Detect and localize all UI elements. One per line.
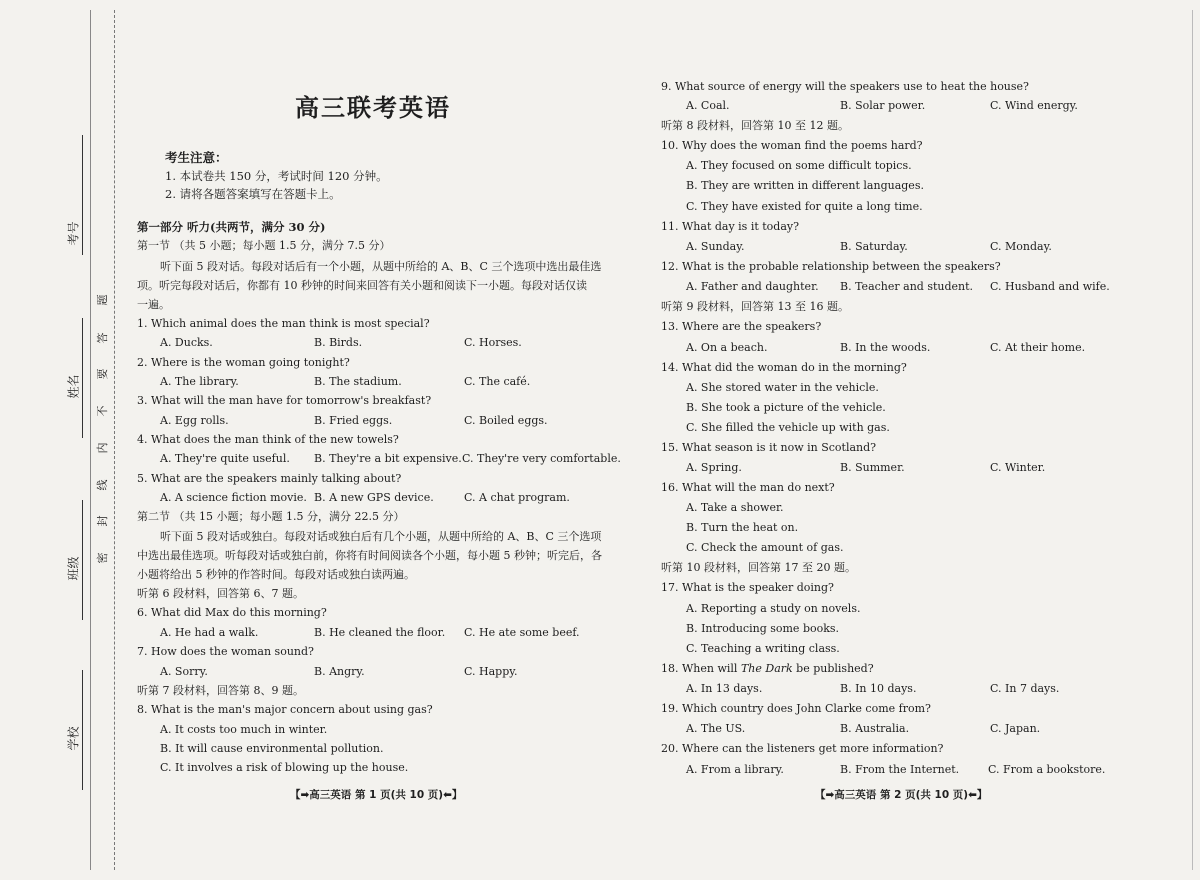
option-c: C. The café. (464, 375, 531, 388)
option-c: C. It involves a risk of blowing up the house. (160, 761, 409, 774)
seal-char: 要 (96, 368, 109, 380)
question-stem: 9. What source of energy will the speakers use to heat the house? (661, 80, 1029, 93)
option-a: A. The US. (686, 722, 746, 735)
seal-line (114, 10, 115, 870)
option-a: A. Ducks. (160, 336, 213, 349)
page-title: 高三联考英语 (295, 94, 451, 122)
margin-line (90, 10, 91, 870)
section1-instruction: 听下面 5 段对话。每段对话后有一个小题，从题中所给的 A、B、C 三个选项中选出最佳选 (160, 260, 602, 273)
material-heading: 听第 8 段材料，回答第 10 至 12 题。 (661, 119, 849, 132)
school-label: 学校 (66, 726, 81, 751)
question-stem (661, 661, 874, 677)
option-c: C. A chat program. (464, 491, 570, 504)
option-c: C. Monday. (990, 240, 1052, 253)
question-stem: 17. What is the speaker doing? (661, 581, 834, 594)
page-edge (1192, 10, 1193, 870)
question-stem: 15. What season is it now in Scotland? (661, 441, 877, 454)
option-c: C. Japan. (990, 722, 1041, 735)
option-c: C. She filled the vehicle up with gas. (686, 421, 890, 434)
option-a: A. Reporting a study on novels. (686, 602, 861, 615)
option-b: B. In 10 days. (840, 682, 917, 695)
option-b: B. Solar power. (840, 99, 926, 112)
option-a: A. He had a walk. (160, 626, 259, 639)
option-c: C. They have existed for quite a long time. (686, 200, 923, 213)
field-line (82, 135, 83, 255)
option-b: B. Saturday. (840, 240, 908, 253)
section2-instruction: 中选出最佳选项。听每段对话或独白前，你将有时间阅读各个小题，每小题 5 秒钟；听完后，各 (137, 549, 602, 562)
question-stem: 12. What is the probable relationship between the speakers? (661, 260, 1001, 273)
seal-char: 内 (96, 442, 109, 454)
option-b: B. Summer. (840, 461, 905, 474)
seal-char: 密 (96, 552, 109, 564)
option-a: A. The library. (160, 375, 239, 388)
section2-instruction: 小题将给出 5 秒钟的作答时间。每段对话或独白读两遍。 (137, 568, 415, 581)
option-c: C. Teaching a writing class. (686, 642, 840, 655)
option-b: B. Birds. (314, 336, 363, 349)
material-heading: 听第 7 段材料，回答第 8、9 题。 (137, 684, 304, 697)
seal-char: 封 (96, 515, 109, 527)
option-a: A. Sunday. (686, 240, 745, 253)
notice-item: 2. 请将各题答案填写在答题卡上。 (165, 187, 341, 201)
part1-heading: 第一部分 听力(共两节，满分 30 分) (137, 220, 326, 234)
section1-instruction: 一遍。 (137, 298, 170, 311)
question-stem: 14. What did the woman do in the morning? (661, 361, 907, 374)
question-stem: 7. How does the woman sound? (137, 645, 314, 658)
question-stem: 13. Where are the speakers? (661, 320, 822, 333)
field-line (82, 318, 83, 438)
notice-item: 1. 本试卷共 150 分，考试时间 120 分钟。 (165, 169, 388, 183)
option-b: B. Turn the heat on. (686, 521, 799, 534)
question-stem: 10. Why does the woman find the poems hard? (661, 139, 923, 152)
option-a: A. Spring. (686, 461, 742, 474)
section2-heading: 第二节 （共 15 小题；每小题 1.5 分，满分 22.5 分） (137, 510, 405, 523)
option-b: B. It will cause environmental pollution. (160, 742, 384, 755)
question-stem: 20. Where can the listeners get more information? (661, 742, 944, 755)
seal-char: 不 (96, 405, 109, 417)
option-a: A. They're quite useful. (160, 452, 290, 465)
option-a: A. On a beach. (686, 341, 768, 354)
option-c: C. He ate some beef. (464, 626, 580, 639)
notice-heading: 考生注意： (165, 150, 228, 165)
option-c: C. At their home. (990, 341, 1086, 354)
option-b: B. He cleaned the floor. (314, 626, 446, 639)
option-a: A. In 13 days. (686, 682, 763, 695)
seal-char: 题 (96, 294, 109, 306)
section1-instruction: 项。听完每段对话后，你都有 10 秒钟的时间来回答有关小题和阅读下一小题。每段对话仅读 (137, 279, 587, 292)
question-text: be published? (792, 662, 874, 675)
option-c: C. Winter. (990, 461, 1046, 474)
option-c: C. Husband and wife. (990, 280, 1110, 293)
question-stem: 1. Which animal does the man think is most special? (137, 317, 430, 330)
question-stem: 5. What are the speakers mainly talking about? (137, 472, 402, 485)
question-stem: 4. What does the man think of the new towels? (137, 433, 399, 446)
option-a: A. Egg rolls. (160, 414, 229, 427)
option-c: C. Horses. (464, 336, 522, 349)
option-c: C. From a bookstore. (988, 763, 1106, 776)
option-a: A. They focused on some difficult topics. (686, 159, 912, 172)
question-stem: 3. What will the man have for tomorrow's breakfast? (137, 394, 432, 407)
name-label: 姓名 (66, 374, 81, 399)
material-heading: 听第 10 段材料，回答第 17 至 20 题。 (661, 561, 856, 574)
class-label: 班级 (66, 556, 81, 581)
seal-char: 答 (96, 332, 109, 344)
question-stem: 2. Where is the woman going tonight? (137, 356, 350, 369)
material-heading: 听第 6 段材料，回答第 6、7 题。 (137, 587, 304, 600)
section1-heading: 第一节 （共 5 小题；每小题 1.5 分，满分 7.5 分） (137, 239, 391, 252)
material-heading: 听第 9 段材料，回答第 13 至 16 题。 (661, 300, 849, 313)
option-c: C. They're very comfortable. (462, 452, 621, 465)
book-title: The Dark (740, 662, 793, 675)
option-b: B. Fried eggs. (314, 414, 393, 427)
option-a: A. A science fiction movie. (160, 491, 307, 504)
option-b: B. They're a bit expensive. (314, 452, 462, 465)
section2-instruction: 听下面 5 段对话或独白。每段对话或独白后有几个小题，从题中所给的 A、B、C 三个选项 (160, 530, 602, 543)
option-c: C. Check the amount of gas. (686, 541, 844, 554)
option-a: A. It costs too much in winter. (160, 723, 328, 736)
option-b: B. Introducing some books. (686, 622, 840, 635)
option-c: C. In 7 days. (990, 682, 1060, 695)
page-footer-left: 【➡高三英语 第 1 页(共 10 页)⬅】 (290, 789, 463, 801)
option-b: B. Teacher and student. (840, 280, 974, 293)
field-line (82, 500, 83, 620)
option-b: B. She took a picture of the vehicle. (686, 401, 886, 414)
exam-number-label: 考号 (66, 221, 81, 246)
question-text: 18. When will (661, 662, 741, 675)
option-c: C. Boiled eggs. (464, 414, 548, 427)
question-stem: 19. Which country does John Clarke come from? (661, 702, 931, 715)
option-c: C. Happy. (464, 665, 518, 678)
field-line (82, 670, 83, 790)
page-footer-right: 【➡高三英语 第 2 页(共 10 页)⬅】 (815, 789, 988, 801)
option-b: B. The stadium. (314, 375, 402, 388)
question-stem: 8. What is the man's major concern about using gas? (137, 703, 433, 716)
option-b: B. They are written in different languages. (686, 179, 924, 192)
question-stem: 6. What did Max do this morning? (137, 606, 327, 619)
option-c: C. Wind energy. (990, 99, 1078, 112)
option-b: B. A new GPS device. (314, 491, 434, 504)
seal-char: 线 (96, 479, 109, 491)
option-b: B. In the woods. (840, 341, 931, 354)
option-a: A. Take a shower. (686, 501, 784, 514)
option-b: B. From the Internet. (840, 763, 960, 776)
question-stem: 11. What day is it today? (661, 220, 800, 233)
question-stem: 16. What will the man do next? (661, 481, 835, 494)
option-a: A. Sorry. (160, 665, 208, 678)
option-a: A. Coal. (686, 99, 730, 112)
option-a: A. She stored water in the vehicle. (686, 381, 879, 394)
option-b: B. Australia. (840, 722, 910, 735)
option-a: A. From a library. (686, 763, 784, 776)
binding-margin (0, 0, 125, 880)
option-b: B. Angry. (314, 665, 365, 678)
option-a: A. Father and daughter. (686, 280, 819, 293)
